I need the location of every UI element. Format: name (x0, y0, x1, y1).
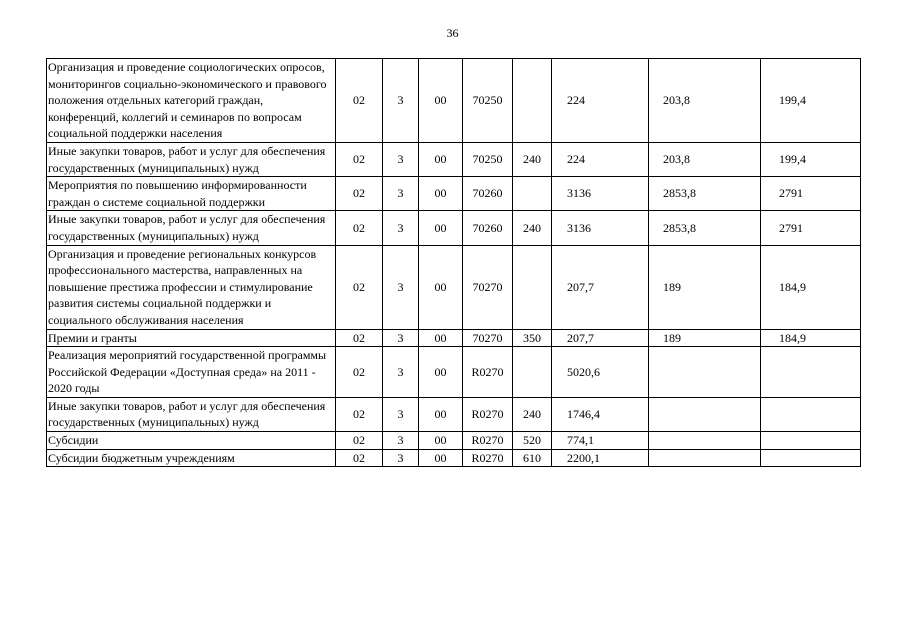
row-program: 00 (419, 449, 463, 467)
row-sum-year-2: 189 (649, 329, 761, 347)
row-section: 02 (336, 245, 383, 329)
row-expense-type: 610 (513, 449, 552, 467)
row-sum-year-2 (649, 397, 761, 431)
row-program: 00 (419, 142, 463, 176)
row-name: Организация и проведение социологических опросов, мониторингов социально-экономического и правового положения отдельных категорий граждан, конференций, коллегий и семинаров по вопросам социальной поддержки населения (47, 59, 336, 143)
row-sum-year-1: 1746,4 (552, 397, 649, 431)
row-target-code: 70260 (463, 211, 513, 245)
row-sum-year-3: 199,4 (761, 142, 861, 176)
row-target-code: 70250 (463, 142, 513, 176)
table-row (47, 347, 861, 398)
row-subsection: 3 (383, 211, 419, 245)
row-program: 00 (419, 397, 463, 431)
row-target-code: R0270 (463, 432, 513, 450)
row-subsection: 3 (383, 142, 419, 176)
table-row (47, 245, 861, 329)
row-program: 00 (419, 347, 463, 398)
row-sum-year-3 (761, 432, 861, 450)
page-number: 36 (446, 26, 459, 40)
row-program: 00 (419, 59, 463, 143)
row-section: 02 (336, 449, 383, 467)
row-name: Иные закупки товаров, работ и услуг для обеспечения государственных (муниципальных) нужд (47, 142, 336, 176)
row-sum-year-2: 2853,8 (649, 211, 761, 245)
row-section: 02 (336, 397, 383, 431)
row-target-code: R0270 (463, 397, 513, 431)
row-expense-type (513, 347, 552, 398)
row-name: Мероприятия по повышению информированности граждан о системе социальной поддержки (47, 177, 336, 211)
row-sum-year-1: 5020,6 (552, 347, 649, 398)
row-sum-year-3: 184,9 (761, 329, 861, 347)
row-program: 00 (419, 432, 463, 450)
table-body (47, 59, 861, 467)
row-sum-year-1: 207,7 (552, 245, 649, 329)
row-expense-type: 240 (513, 211, 552, 245)
row-target-code: R0270 (463, 449, 513, 467)
row-target-code: 70260 (463, 177, 513, 211)
row-sum-year-2: 189 (649, 245, 761, 329)
table-row (47, 432, 861, 450)
row-sum-year-1: 774,1 (552, 432, 649, 450)
row-section: 02 (336, 211, 383, 245)
row-subsection: 3 (383, 59, 419, 143)
row-target-code: 70270 (463, 329, 513, 347)
row-sum-year-3: 2791 (761, 177, 861, 211)
row-section: 02 (336, 329, 383, 347)
row-program: 00 (419, 245, 463, 329)
table-row (47, 329, 861, 347)
row-sum-year-3 (761, 397, 861, 431)
row-name: Субсидии (47, 432, 336, 450)
row-name: Иные закупки товаров, работ и услуг для обеспечения государственных (муниципальных) нужд (47, 397, 336, 431)
row-sum-year-3: 199,4 (761, 59, 861, 143)
row-sum-year-3: 2791 (761, 211, 861, 245)
row-subsection: 3 (383, 245, 419, 329)
row-expense-type (513, 177, 552, 211)
row-sum-year-3: 184,9 (761, 245, 861, 329)
row-name: Организация и проведение региональных конкурсов профессионального мастерства, направленных на повышение престижа профессии и стимулирование развития системы социальной поддержки и социального обслуживания населения (47, 245, 336, 329)
row-subsection: 3 (383, 432, 419, 450)
row-sum-year-3 (761, 449, 861, 467)
row-sum-year-1: 224 (552, 142, 649, 176)
row-section: 02 (336, 347, 383, 398)
row-name: Премии и гранты (47, 329, 336, 347)
row-name: Иные закупки товаров, работ и услуг для обеспечения государственных (муниципальных) нужд (47, 211, 336, 245)
row-sum-year-2: 2853,8 (649, 177, 761, 211)
row-sum-year-2: 203,8 (649, 59, 761, 143)
table-row (47, 177, 861, 211)
table-row (47, 449, 861, 467)
row-expense-type: 240 (513, 397, 552, 431)
row-sum-year-1: 207,7 (552, 329, 649, 347)
row-subsection: 3 (383, 397, 419, 431)
row-expense-type: 520 (513, 432, 552, 450)
table-row (47, 211, 861, 245)
row-section: 02 (336, 177, 383, 211)
row-subsection: 3 (383, 177, 419, 211)
table-row (47, 59, 861, 143)
row-sum-year-2 (649, 347, 761, 398)
row-program: 00 (419, 211, 463, 245)
row-expense-type: 350 (513, 329, 552, 347)
row-section: 02 (336, 432, 383, 450)
row-sum-year-1: 224 (552, 59, 649, 143)
row-sum-year-1: 2200,1 (552, 449, 649, 467)
row-subsection: 3 (383, 347, 419, 398)
row-sum-year-2 (649, 449, 761, 467)
row-expense-type: 240 (513, 142, 552, 176)
row-program: 00 (419, 177, 463, 211)
row-subsection: 3 (383, 329, 419, 347)
row-sum-year-2 (649, 432, 761, 450)
row-sum-year-2: 203,8 (649, 142, 761, 176)
row-sum-year-1: 3136 (552, 177, 649, 211)
row-section: 02 (336, 142, 383, 176)
row-subsection: 3 (383, 449, 419, 467)
row-target-code: 70270 (463, 245, 513, 329)
row-target-code: R0270 (463, 347, 513, 398)
row-section: 02 (336, 59, 383, 143)
table-row (47, 142, 861, 176)
row-target-code: 70250 (463, 59, 513, 143)
row-program: 00 (419, 329, 463, 347)
row-name: Реализация мероприятий государственной программы Российской Федерации «Доступная среда» на 2011 - 2020 годы (47, 347, 336, 398)
table-row (47, 397, 861, 431)
row-name: Субсидии бюджетным учреждениям (47, 449, 336, 467)
row-sum-year-1: 3136 (552, 211, 649, 245)
row-expense-type (513, 59, 552, 143)
row-sum-year-3 (761, 347, 861, 398)
row-expense-type (513, 245, 552, 329)
budget-table (46, 58, 861, 467)
